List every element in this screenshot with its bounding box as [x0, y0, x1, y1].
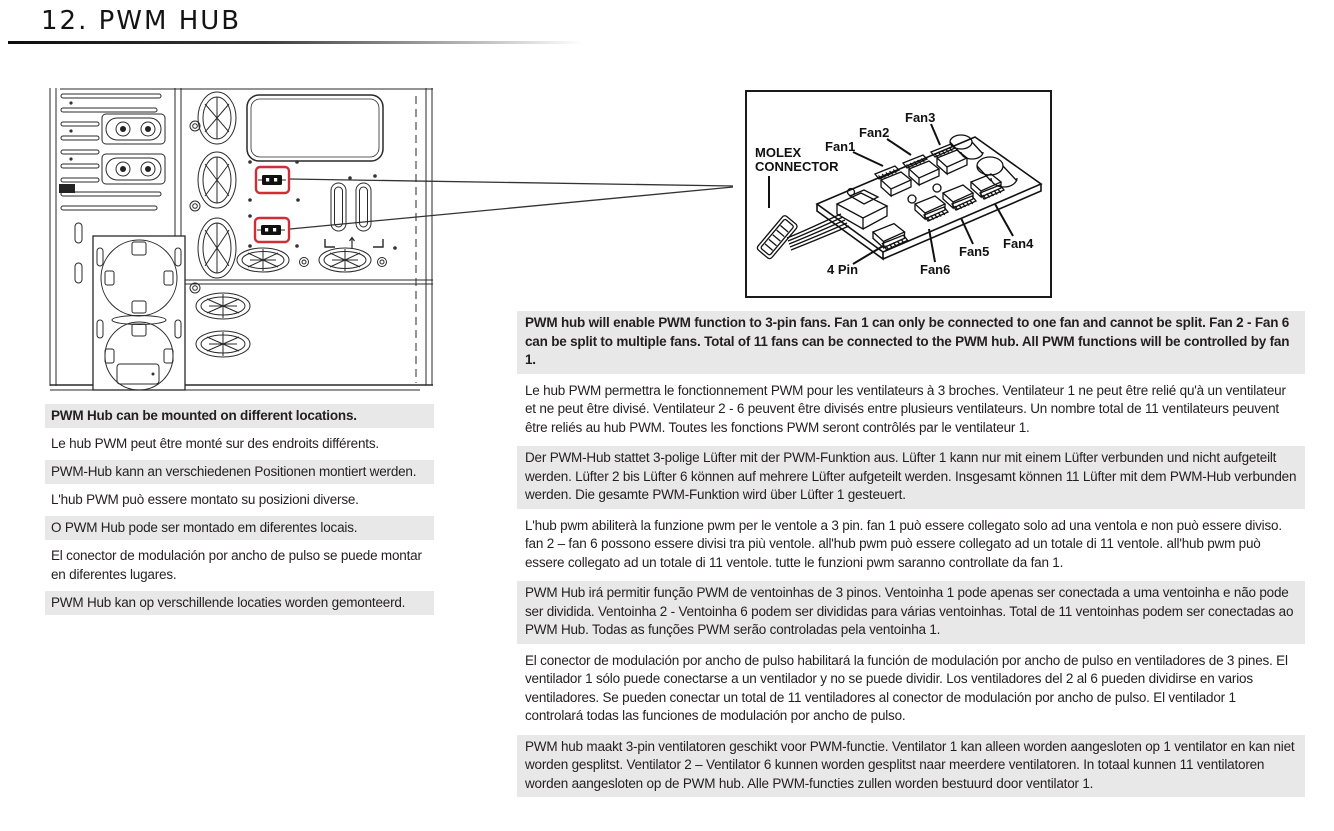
- hub-diagram-box: [745, 90, 1052, 298]
- fan3-label: Fan3: [905, 110, 936, 125]
- fan4-label: Fan4: [1003, 236, 1034, 251]
- fan-bracket: [93, 236, 185, 390]
- pwm-text-fr: Le hub PWM permettra le fonctionnement PWM pour les ventilateurs à 3 broches. Ventilateur 1 ne peut être relié qu'à un ventilateur et ne peut être divisé. Ventilateur 2 - 6 peuvent être divisés entre plusieurs ventilateurs. Un nombre total de 11 ventilateurs peuvent être reliés au hub PWM. Toutes les fonctions PWM seront contrôlés par le ventilateur 1.: [525, 382, 1286, 435]
- case-drawing: [45, 88, 435, 393]
- mounting-text-it: L'hub PWM può essere montato su posizioni diverse.: [51, 492, 359, 507]
- pci-slot-covers: [61, 94, 165, 210]
- mounting-text-es: El conector de modulación por ancho de pulso se puede montar en diferentes lugares.: [51, 548, 422, 582]
- pwm-text-de: Der PWM-Hub stattet 3-polige Lüfter mit der PWM-Funktion aus. Lüfter 1 kann nur mit einem Lüfter verbunden und nicht aufgeteilt werden. Lüfter 2 bis Lüfter 6 können auf mehrere Lüfter aufgeteilt werden. Insgesamt können 11 Lüfter mit dem PWM-Hub verbunden werden. Die gesamte PWM-Funktion wird über Lüfter 1 gesteuert.: [517, 446, 1305, 509]
- pwm-text-es: El conector de modulación por ancho de pulso habilitará la función de modulación por ancho de pulso en ventiladores de 3 pines. El ventilador 1 sólo puede conectarse a un ventilador y no se puede dividir. Los ventiladores del 2 al 6 pueden dividirse en varios ventiladores. Se pueden conectar un total de 11 ventiladores al conector de modulación por ancho de pulso. El ventilador 1 controlará todas las funciones de modulación por ancho de pulso.: [525, 652, 1288, 723]
- fan2-label: Fan2: [859, 125, 890, 140]
- mounting-text-pt: O PWM Hub pode ser montado em diferentes locais.: [45, 516, 434, 540]
- pwm-text-it: L'hub pwm abiliterà la funzione pwm per le ventole a 3 pin. fan 1 può essere collegato solo ad una ventola e non può essere diviso. fan 2 – fan 6 possono essere divisi tra più ventole. all'hub pwm può essere collegato ad un totale di 11 ventole. all'hub pwm può essere collegato ad un totale di 11 ventole. tutte le funzioni pwm saranno controllate da fan 1.: [525, 517, 1282, 570]
- page-title: 12. PWM HUB: [41, 6, 242, 36]
- mounting-text-de: PWM-Hub kann an verschiedenen Positionen montiert werden.: [45, 460, 434, 484]
- fan6-label: Fan6: [920, 262, 951, 277]
- cable-grommets-horizontal: [237, 248, 387, 272]
- pwm-hub-location-highlight-2: [255, 218, 289, 242]
- fan1-label: Fan1: [825, 139, 856, 154]
- title-underline: [8, 41, 583, 44]
- pwm-text-pt: PWM Hub irá permitir função PWM de ventoinhas de 3 pinos. Ventoinha 1 pode apenas ser conectada a uma ventoinha e não pode ser dividida. Ventoinha 2 - Ventoinha 6 podem ser divididas para várias ventoinhas. Total de 11 ventoinhas podem ser conectadas ao PWM Hub. Todas as funções PWM serão controladas pela ventoinha 1.: [517, 581, 1305, 644]
- four-pin-label: 4 Pin: [827, 262, 859, 277]
- fan5-label: Fan5: [959, 244, 990, 259]
- pwm-text-nl: PWM hub maakt 3-pin ventilatoren geschikt voor PWM-functie. Ventilator 1 kan alleen worden aangesloten op 1 ventilator en kan niet worden gesplitst. Ventilator 2 – Ventilator 6 kunnen worden gesplitst naar meerdere ventilatoren. In totaal kunnen 11 ventilatoren worden aangesloten op de PWM hub. Alle PWM-functies zullen worden bestuurd door ventilator 1.: [517, 735, 1305, 798]
- mounting-text-fr: Le hub PWM peut être monté sur des endroits différents.: [51, 436, 379, 451]
- mounting-locations-list: [45, 404, 434, 619]
- mounting-text-nl: PWM Hub kan op verschillende locaties worden gemonteerd.: [45, 591, 434, 615]
- molex-connector-label: MOLEX CONNECTOR: [755, 145, 839, 174]
- pwm-text-en: PWM hub will enable PWM function to 3-pin fans. Fan 1 can only be connected to one fan and cannot be split. Fan 2 - Fan 6 can be split to multiple fans. Total of 11 fans can be connected to the PWM hub. All PWM functions will be controlled by fan 1.: [517, 311, 1305, 374]
- pwm-hub-location-highlight-1: [256, 167, 289, 193]
- pwm-description-list: [517, 311, 1305, 802]
- hub-board-drawing: [747, 92, 1050, 296]
- molex-connector-icon: [756, 215, 798, 260]
- cable-grommets-vertical: [198, 92, 236, 278]
- mounting-text-en: PWM Hub can be mounted on different locations.: [45, 404, 434, 428]
